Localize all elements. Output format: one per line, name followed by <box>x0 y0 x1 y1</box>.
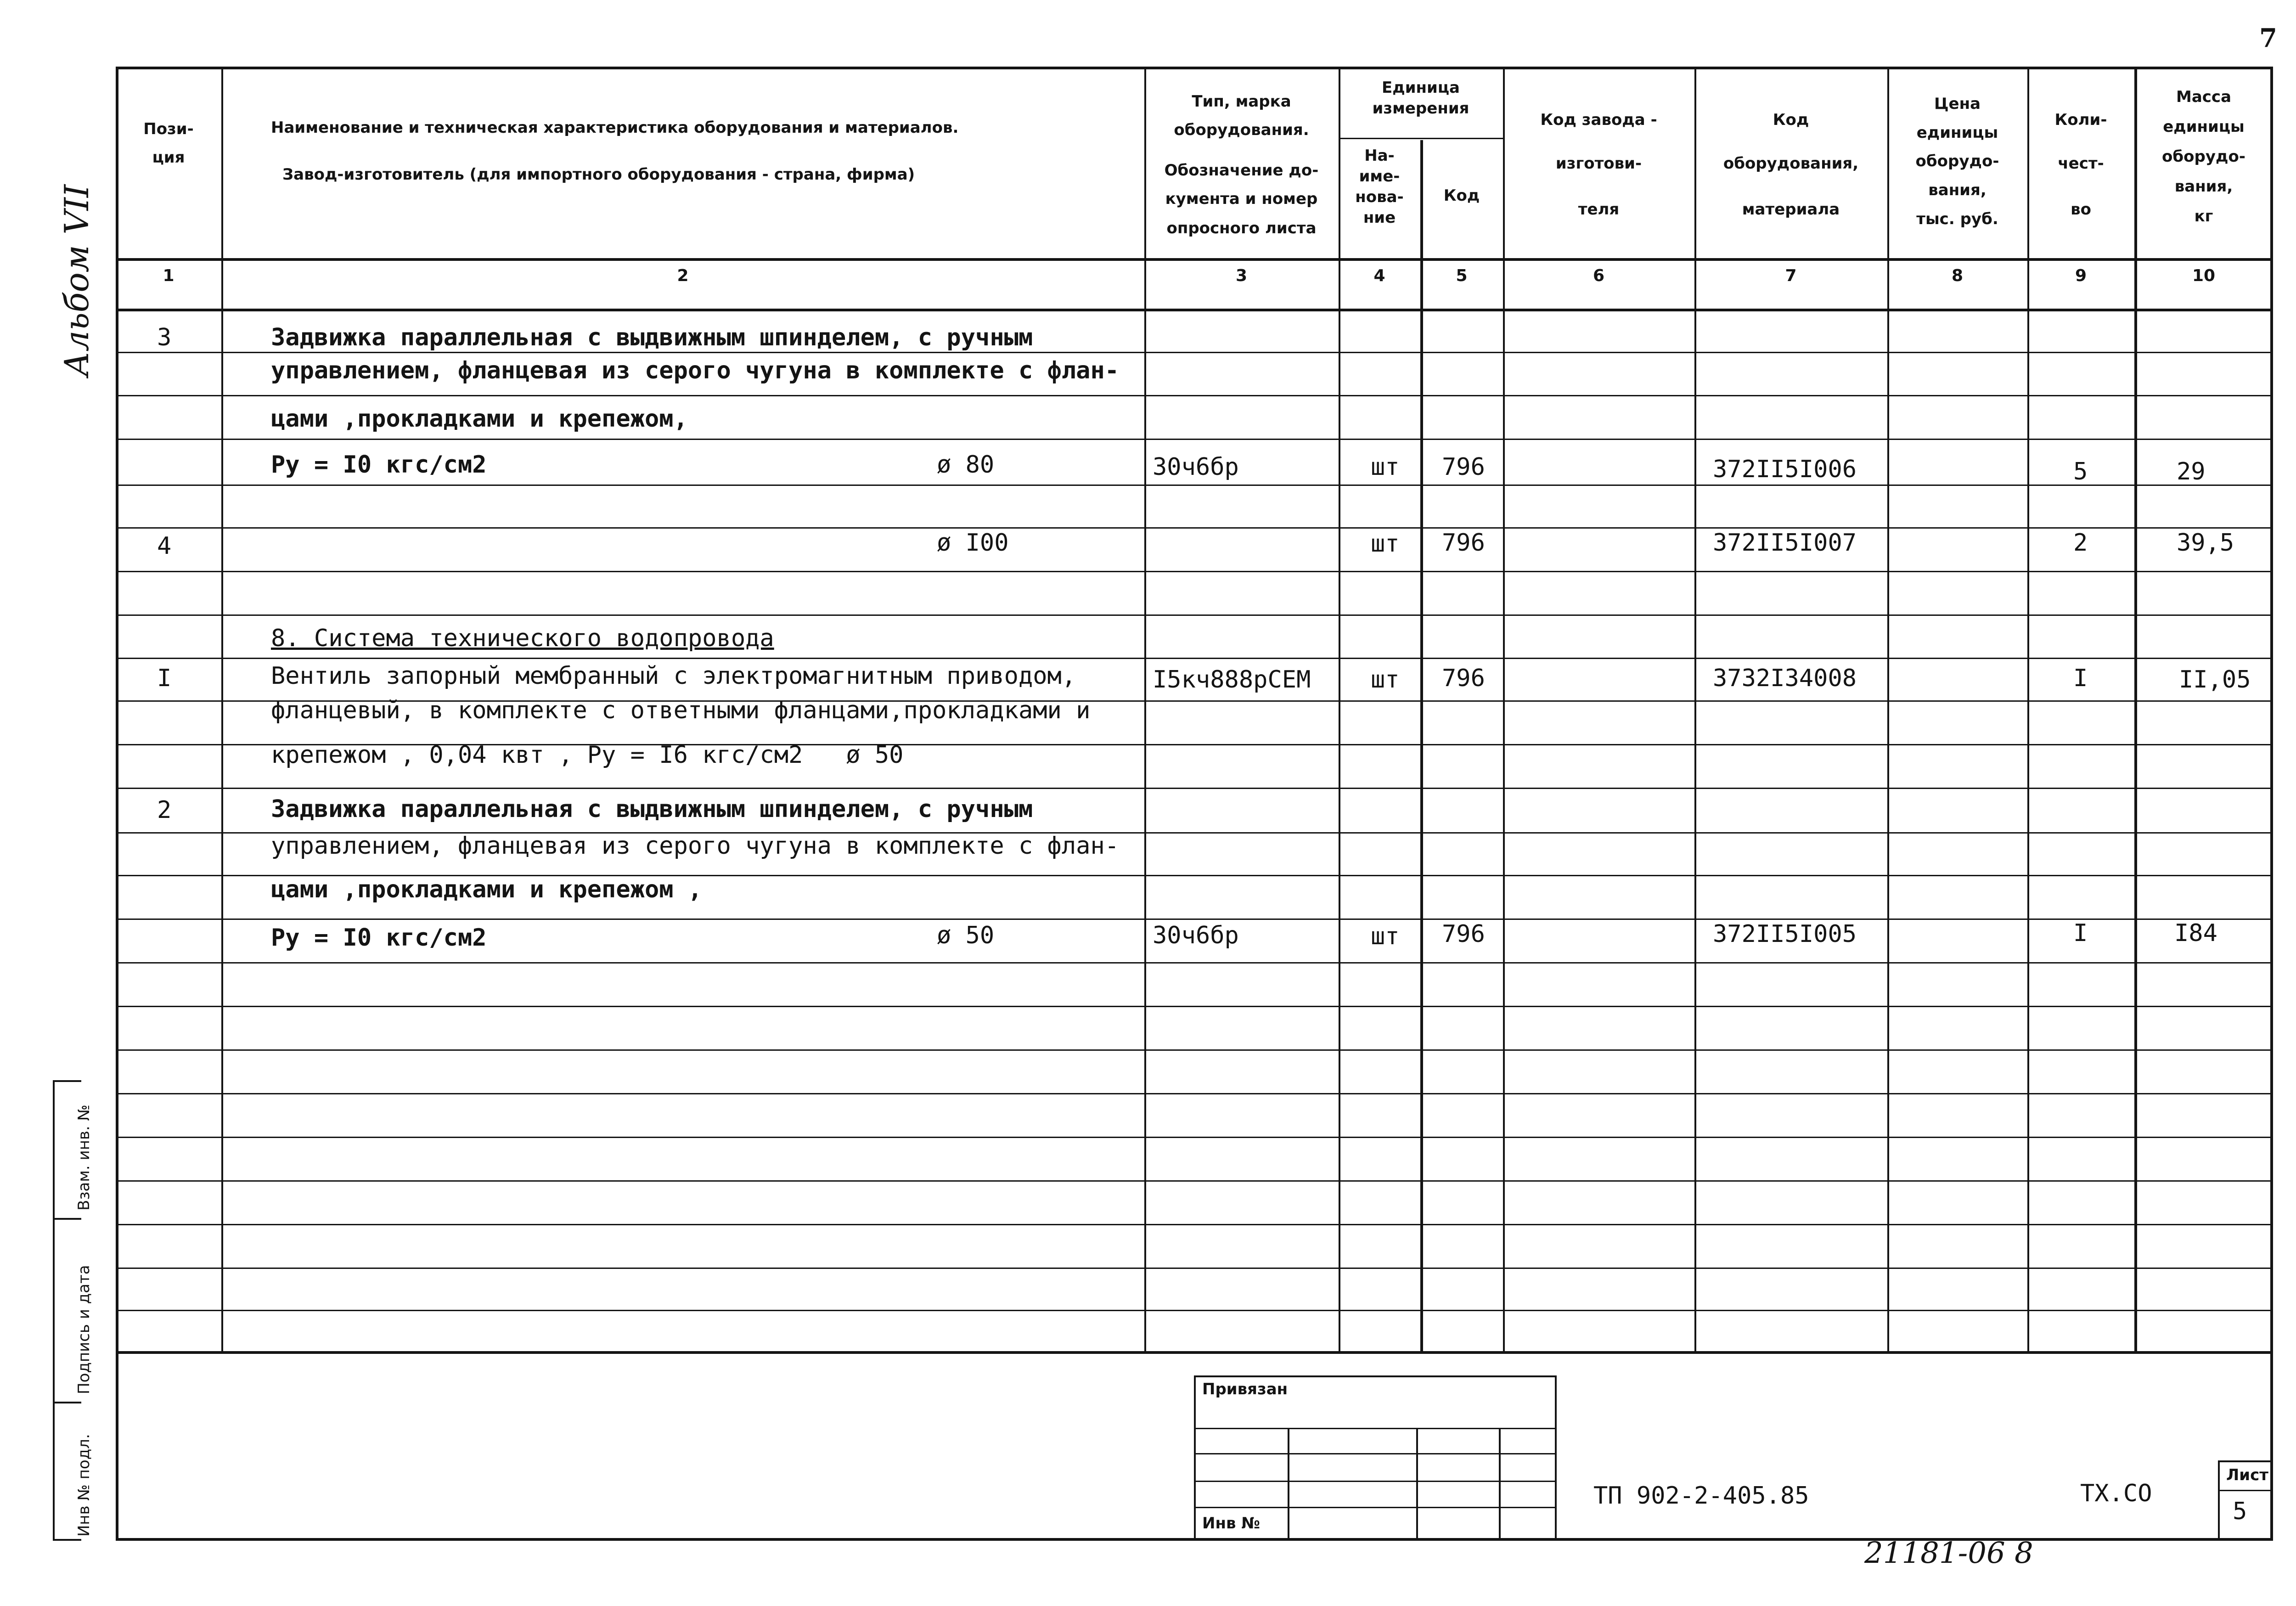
sheet-box <box>2218 1460 2273 1541</box>
header-bottom-line <box>116 258 2273 261</box>
row-pressure: Ру = I0 кгс/см2 <box>271 451 487 479</box>
archive-number: 21181-06 8 <box>1864 1536 2033 1570</box>
row-unit-code: 796 <box>1442 665 1485 692</box>
header-mass-l1: Масса <box>2176 88 2232 106</box>
row-line <box>116 485 2273 486</box>
row-position: 3 <box>157 324 172 351</box>
row-unit: шт <box>1371 530 1400 558</box>
row-description: управлением, фланцевая из серого чугуна в комплекте с флан- <box>271 357 1120 384</box>
header-qty-l1: Коли- <box>2054 111 2107 129</box>
header-maker-l3: теля <box>1578 200 1620 219</box>
header-qty-l3: во <box>2071 200 2091 219</box>
header-unit-name-l1: На- <box>1364 147 1395 165</box>
row-pressure: Ру = I0 кгс/см2 <box>271 924 487 952</box>
side-cell-inv-replace <box>55 1082 93 1220</box>
header-price-l3: оборудо- <box>1915 152 1999 170</box>
header-mass-l4: вания, <box>2174 177 2233 196</box>
row-description: управлением, фланцевая из серого чугуна в комплекте с флан- <box>271 832 1120 860</box>
stamp-line <box>1196 1453 1555 1454</box>
side-label-inv-replace: Взам. инв. № <box>75 1104 93 1211</box>
row-mass: II,05 <box>2179 666 2251 693</box>
sheet-number: 5 <box>2233 1498 2247 1525</box>
row-line <box>116 1093 2273 1094</box>
side-cell-sign-date <box>55 1220 93 1403</box>
row-line <box>116 788 2273 789</box>
row-line <box>116 571 2273 572</box>
row-line <box>116 439 2273 440</box>
column-number: 7 <box>1785 266 1797 285</box>
header-qty-l2: чест- <box>2058 154 2104 173</box>
stamp-divider <box>1288 1428 1289 1539</box>
side-stamp-strip <box>53 1080 93 1541</box>
row-description: цами ,прокладками и крепежом, <box>271 405 688 433</box>
row-line <box>116 1049 2273 1051</box>
row-description: крепежом , 0,04 квт , Ру = I6 кгс/см2 ø 50 <box>271 741 904 769</box>
header-type-l4: кумента и номер <box>1165 190 1318 208</box>
row-position: 2 <box>157 796 172 824</box>
row-line <box>116 1310 2273 1311</box>
row-position: I <box>157 665 172 692</box>
numbers-bottom-line <box>116 309 2273 311</box>
row-diameter: ø I00 <box>937 529 1009 557</box>
row-unit-code: 796 <box>1442 920 1485 948</box>
row-description: Задвижка параллельная с выдвижным шпинделем, с ручным <box>271 795 1033 823</box>
row-unit: шт <box>1371 923 1400 950</box>
album-label: Альбом VII <box>57 184 96 377</box>
section-heading <box>271 624 774 653</box>
stamp-inv-label: Инв № <box>1202 1514 1261 1533</box>
header-maker-l1: Код завода - <box>1540 111 1657 129</box>
stamp-divider <box>1499 1428 1501 1539</box>
header-type-l3: Обозначение до- <box>1164 161 1319 180</box>
row-line <box>116 1268 2273 1269</box>
header-unit-code: Код <box>1443 186 1480 205</box>
column-number: 10 <box>2192 266 2216 285</box>
row-line <box>116 1224 2273 1225</box>
header-unit-name-l4: ние <box>1363 208 1396 227</box>
header-unit-l2: измерения <box>1372 99 1469 118</box>
header-name-l1: Наименование и техническая характеристика оборудования и материалов. <box>271 118 959 137</box>
header-position-l2: ция <box>152 148 185 167</box>
row-unit: шт <box>1371 453 1400 481</box>
header-unit-name-l3: нова- <box>1355 188 1404 206</box>
column-number: 1 <box>163 266 174 285</box>
header-maker-l2: изготови- <box>1555 154 1642 173</box>
unit-header-divider <box>1339 138 1503 139</box>
column-number: 5 <box>1456 266 1468 285</box>
row-line <box>116 1137 2273 1138</box>
header-mass-l3: оборудо- <box>2162 147 2245 166</box>
header-type-l2: оборудования. <box>1174 121 1309 139</box>
column-number: 8 <box>1951 266 1964 285</box>
row-line <box>116 527 2273 529</box>
sheet-label: Лист <box>2226 1466 2268 1484</box>
row-type: 30ч6бр <box>1153 453 1239 481</box>
header-price-l1: Цена <box>1934 95 1981 113</box>
row-unit-code: 796 <box>1442 453 1485 481</box>
header-position-l1: Пози- <box>143 120 194 138</box>
col-divider <box>1420 140 1423 1352</box>
row-quantity: 2 <box>2073 529 2088 557</box>
header-price-l4: вания, <box>1928 181 1986 199</box>
header-mass-l2: единицы <box>2163 118 2245 136</box>
row-line <box>116 658 2273 659</box>
sheet-line <box>2220 1490 2273 1491</box>
row-line <box>116 1006 2273 1007</box>
row-line <box>116 395 2273 396</box>
row-mass: 39,5 <box>2177 529 2234 557</box>
header-name-l2: Завод-изготовитель (для импортного оборудования - страна, фирма) <box>282 165 915 184</box>
row-quantity: 5 <box>2073 458 2088 485</box>
row-description: Вентиль запорный мембранный с электромагнитным приводом, <box>271 662 1076 690</box>
header-unit-l1: Единица <box>1382 79 1460 97</box>
stamp-line <box>1196 1507 1555 1508</box>
side-label-sign-date: Подпись и дата <box>75 1265 93 1394</box>
row-mass: 29 <box>2177 458 2206 485</box>
header-type-l1: Тип, марка <box>1192 92 1291 111</box>
row-type: I5кч888рСЕМ <box>1153 666 1311 693</box>
stamp-line <box>1196 1481 1555 1482</box>
row-material-code: 372II5I007 <box>1713 529 1857 557</box>
row-unit: шт <box>1371 666 1400 693</box>
side-label-inv-orig: Инв № подл. <box>75 1434 93 1537</box>
row-line <box>116 919 2273 920</box>
stamp-line <box>1196 1428 1555 1429</box>
row-material-code: 3732I34008 <box>1713 665 1857 692</box>
row-description: фланцевый, в комплекте с ответными фланцами,прокладками и <box>271 697 1091 724</box>
header-unit-name-l2: име- <box>1359 167 1400 186</box>
row-quantity: I <box>2073 665 2088 692</box>
row-position: 4 <box>157 532 172 560</box>
row-diameter: ø 50 <box>937 922 995 949</box>
header-code-l2: оборудования, <box>1723 154 1859 173</box>
row-description: Задвижка параллельная с выдвижным шпинделем, с ручным <box>271 324 1033 351</box>
doc-code: ТП 902-2-405.85 <box>1593 1482 1809 1510</box>
row-line <box>116 1180 2273 1182</box>
side-cell-inv-orig <box>55 1403 93 1541</box>
row-quantity: I <box>2073 919 2088 947</box>
row-unit-code: 796 <box>1442 529 1485 557</box>
header-price-l2: единицы <box>1916 124 1998 142</box>
table-bottom-line <box>116 1351 2273 1354</box>
row-mass: I84 <box>2174 919 2217 947</box>
header-type-l5: опросного листа <box>1166 219 1317 237</box>
row-diameter: ø 80 <box>937 451 995 479</box>
header-price-l5: тыс. руб. <box>1916 210 1998 228</box>
column-number: 3 <box>1235 266 1248 285</box>
doc-mark: ТХ.СО <box>2080 1480 2152 1507</box>
row-type: 30ч6бр <box>1153 922 1239 949</box>
column-number: 6 <box>1593 266 1605 285</box>
binding-stamp <box>1194 1375 1557 1541</box>
row-line <box>116 962 2273 964</box>
header-mass-l5: кг <box>2194 207 2213 225</box>
row-description: цами ,прокладками и крепежом , <box>271 876 703 903</box>
column-number: 4 <box>1373 266 1385 285</box>
column-number: 9 <box>2075 266 2087 285</box>
header-code-l3: материала <box>1742 200 1840 219</box>
stamp-divider <box>1416 1428 1418 1539</box>
column-number: 2 <box>677 266 689 285</box>
header-code-l1: Код <box>1773 111 1809 129</box>
stamp-bound-label: Привязан <box>1202 1380 1288 1398</box>
page-number: 7 <box>2259 23 2277 53</box>
row-material-code: 372II5I005 <box>1713 920 1857 948</box>
section-heading-text: 8. Система технического водопровода <box>271 625 774 652</box>
row-line <box>116 614 2273 616</box>
row-material-code: 372II5I006 <box>1713 456 1857 483</box>
